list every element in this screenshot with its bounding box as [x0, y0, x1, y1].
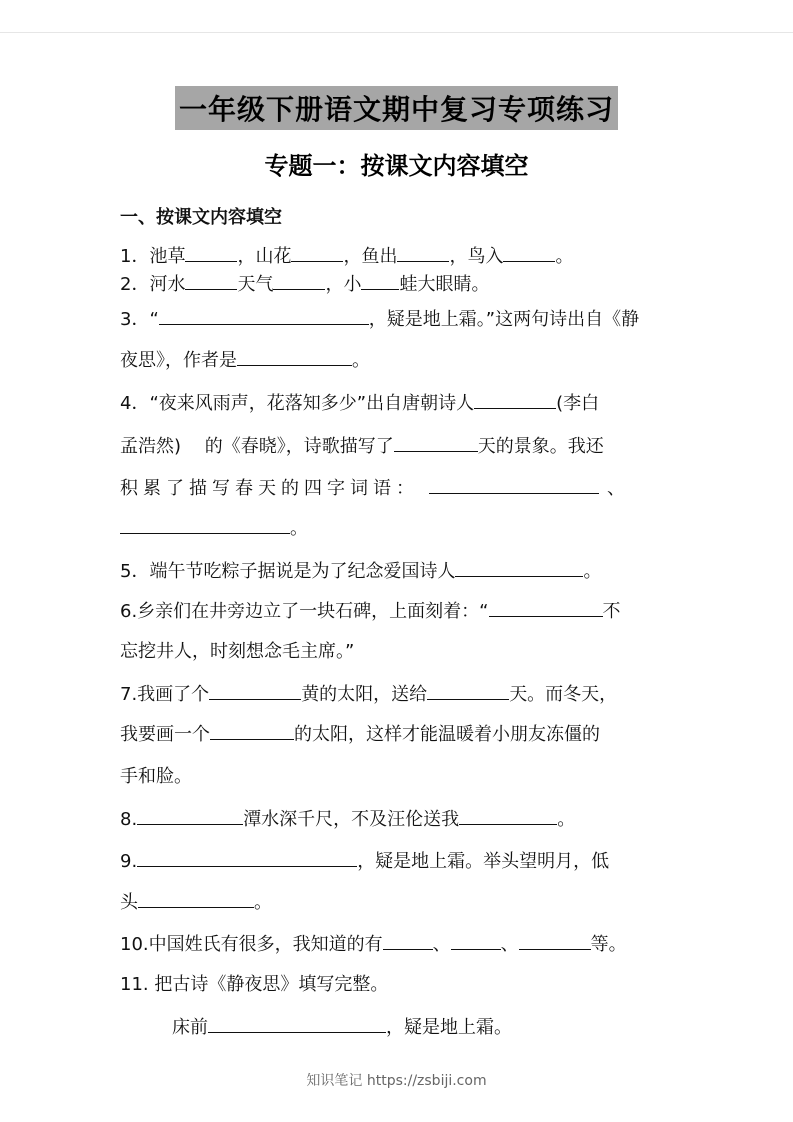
blank[interactable]: [291, 243, 343, 262]
blank[interactable]: [383, 931, 433, 950]
blank[interactable]: [397, 243, 449, 262]
blank[interactable]: [185, 243, 237, 262]
question-3-line2: 夜思》，作者是 。: [120, 346, 680, 372]
question-3-line1: 3．“ ，疑是地上霜。”这两句诗出自《静: [120, 305, 680, 331]
question-4-line2: 孟浩然) 的《春晓》，诗歌描写了 天的景象。我还: [120, 432, 680, 458]
blank[interactable]: [489, 598, 603, 617]
question-11: 11. 把古诗《静夜思》填写完整。: [120, 974, 389, 995]
question-5: 5．端午节吃粽子据说是为了纪念爱国诗人 。: [120, 557, 680, 583]
blank[interactable]: [185, 271, 237, 290]
blank[interactable]: [503, 243, 555, 262]
question-8: 8. 潭水深千尺，不及汪伦送我 。: [120, 805, 680, 831]
blank[interactable]: [209, 681, 301, 700]
question-2: 2．河水 天气 ，小 蛙大眼睛。: [120, 270, 680, 296]
blank[interactable]: [455, 558, 583, 577]
blank[interactable]: [519, 931, 591, 950]
question-6-line1: 6.乡亲们在井旁边立了一块石碑，上面刻着：“ 不: [120, 597, 680, 623]
blank[interactable]: [208, 1014, 386, 1033]
blank[interactable]: [210, 721, 294, 740]
question-9-line1: 9. ，疑是地上霜。举头望明月，低: [120, 847, 680, 873]
blank[interactable]: [137, 806, 243, 825]
top-divider: [0, 32, 793, 33]
question-9-line2: 头 。: [120, 888, 680, 914]
question-4-line1: 4．“夜来风雨声，花落知多少”出自唐朝诗人 (李白: [120, 389, 680, 415]
blank[interactable]: [459, 806, 557, 825]
question-7-line3: 手和脸。: [120, 766, 192, 787]
blank[interactable]: [137, 848, 357, 867]
question-11-poem-line: 床前 ，疑是地上霜。: [172, 1013, 732, 1039]
blank[interactable]: [237, 347, 352, 366]
blank[interactable]: [429, 475, 599, 494]
blank[interactable]: [451, 931, 501, 950]
question-4-line4: 。: [120, 514, 680, 540]
blank[interactable]: [427, 681, 509, 700]
blank[interactable]: [159, 306, 369, 325]
question-10: 10.中国姓氏有很多，我知道的有 、 、 等。: [120, 930, 680, 956]
question-7-line1: 7.我画了个 黄的太阳，送给 天。而冬天，: [120, 680, 680, 706]
page-title: 一年级下册语文期中复习专项练习: [175, 86, 618, 130]
footer-watermark: 知识笔记 https://zsbiji.com: [306, 1073, 487, 1089]
question-1: 1．池草 ，山花 ，鱼出 ，鸟入 。: [120, 242, 680, 268]
title-container: [0, 86, 793, 130]
page-subtitle: 专题一：按课文内容填空: [264, 152, 529, 180]
blank[interactable]: [120, 515, 290, 534]
question-4-line3: 积累了描写春天的四字词语： 、: [120, 474, 680, 500]
section-heading: 一、按课文内容填空: [120, 207, 282, 228]
question-6-line2: 忘挖井人，时刻想念毛主席。”: [120, 641, 355, 662]
blank[interactable]: [474, 390, 556, 409]
question-7-line2: 我要画一个 的太阳，这样才能温暖着小朋友冻僵的: [120, 720, 680, 746]
blank[interactable]: [138, 889, 254, 908]
blank[interactable]: [361, 271, 399, 290]
blank[interactable]: [273, 271, 325, 290]
blank[interactable]: [394, 433, 478, 452]
